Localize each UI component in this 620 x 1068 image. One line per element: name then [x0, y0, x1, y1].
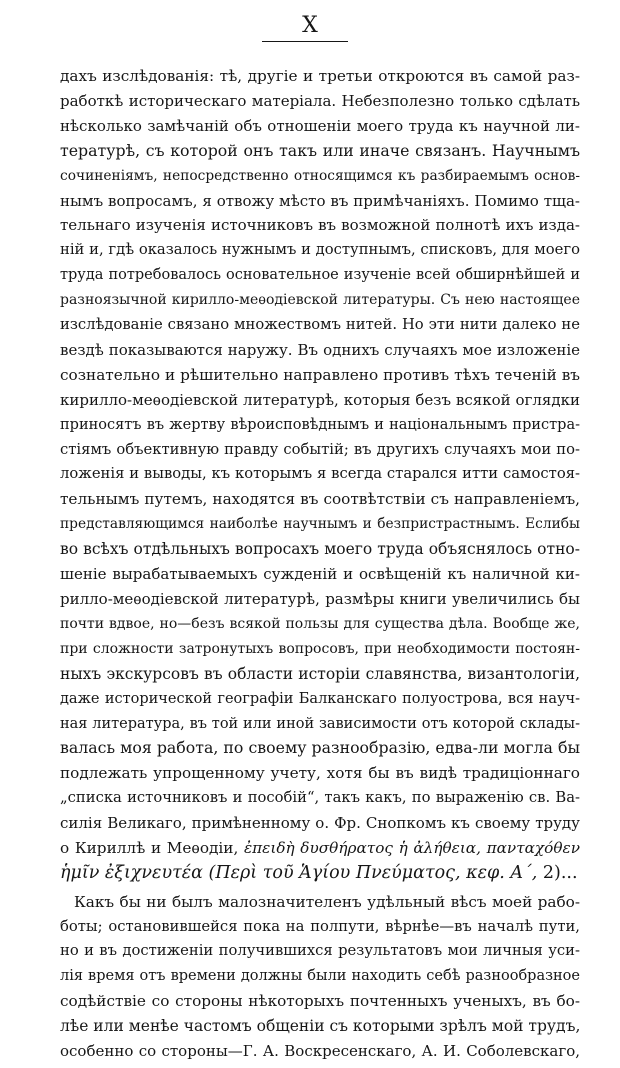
text-line: вездѣ показываются наружу. Въ однихъ случаяхъ мое изложеніе [60, 340, 580, 359]
text-line: во всѣхъ отдѣльныхъ вопросахъ моего труда объяснялось отно- [60, 540, 580, 559]
cyrillic-text: о Кириллѣ и Меѳодіи, [60, 839, 244, 858]
text-line: тельнаго изученія источниковъ въ возможной полнотѣ ихъ изда- [60, 216, 580, 235]
paragraph-start-line: Какъ бы ни былъ малозначителенъ удѣльный вѣсъ моей рабо- [74, 892, 580, 911]
text-line: ная литература, въ той или иной зависимости отъ которой склады- [60, 715, 580, 732]
text-line: кирилло-меѳодіевской литературѣ, которыя безъ всякой оглядки [60, 390, 580, 409]
citation-reference: 2)... [537, 862, 578, 883]
text-line: дахъ изслѣдованія: тѣ, другіе и третьи откроются въ самой раз- [60, 67, 580, 85]
text-line: ложенія и выводы, къ которымъ я всегда старался итти самостоя- [60, 465, 580, 483]
text-line: работкѣ историческаго матеріала. Небезполезно только сдѣлать [60, 91, 580, 110]
text-line: почти вдвое, но—безъ всякой пользы для существа дѣла. Вообще же, [60, 615, 580, 632]
text-line: рилло-меѳодіевской литературѣ, размѣры книги увеличились бы [60, 589, 580, 608]
text-line: при сложности затронутыхъ вопросовъ, при необходимости постоян- [60, 640, 580, 657]
text-line: труда потребовалось основательное изученіе всей обширнѣйшей и [60, 267, 580, 284]
greek-quotation: ἐπειδὴ δυσθήρατος ἡ ἀλήθεια, πανταχόθεν [243, 839, 580, 858]
text-line: представляющимся наиболѣе научнымъ и безпристрастнымъ. Еслибы [60, 516, 580, 533]
text-line: боты; остановившейся пока на полпути, вѣрнѣе—въ началѣ пути, [60, 917, 580, 935]
text-line: тельнымъ путемъ, находятся въ соотвѣтствіи съ направленіемъ, [60, 490, 580, 509]
text-line: изслѣдованіе связано множествомъ нитей. Но эти нити далеко не [60, 316, 580, 334]
text-line: „списка источниковъ и пособій“, такъ какъ, по выраженію св. Ва- [60, 789, 580, 807]
text-line: особенно со стороны—Г. А. Воскресенскаго, А. И. Соболевскаго, [60, 1042, 580, 1061]
text-line: сознательно и рѣшительно направлено противъ тѣхъ теченій въ [60, 365, 580, 384]
text-line: ній и, гдѣ оказалось нужнымъ и доступнымъ, списковъ, для моего [60, 241, 580, 259]
text-line-greek-quote [60, 861, 580, 886]
header-rule [262, 41, 348, 42]
text-line: содѣйствіе со стороны нѣкоторыхъ почтенныхъ ученыхъ, въ бо- [60, 992, 580, 1011]
text-line: ныхъ экскурсовъ въ области исторіи славянства, византологіи, [60, 664, 580, 683]
text-line: разноязычной кирилло-меѳодіевской литературы. Съ нею настоящее [60, 292, 580, 309]
text-line: но и въ достиженіи получившихся результатовъ мои личныя уси- [60, 942, 580, 960]
text-line: стіямъ объективную правду событій; въ другихъ случаяхъ мои по- [60, 440, 580, 458]
text-line: лія время отъ времени должны были находить себѣ разнообразное [60, 968, 580, 985]
text-line-greek-quote [60, 836, 580, 861]
text-line: сочиненіямъ, непосредственно относящимся къ разбираемымъ основ- [60, 167, 580, 184]
text-line: приносятъ въ жертву вѣроисповѣднымъ и національнымъ пристра- [60, 416, 580, 433]
text-line: лѣе или менѣе частомъ общеніи съ которыми зрѣлъ мой трудъ, [60, 1017, 580, 1036]
text-line: силія Великаго, примѣненному о. Фр. Снопкомъ къ своему труду [60, 814, 580, 833]
greek-quotation: ἡμῖν ἐξιχνευτέα (Περὶ τοῦ Ἁγίου Πνεύματος, κεφ. Α΄, [60, 862, 538, 883]
text-line: нѣсколько замѣчаній объ отношеніи моего труда къ научной ли- [60, 116, 580, 135]
text-line: тературѣ, съ которой онъ такъ или иначе связанъ. Научнымъ [60, 140, 580, 160]
text-line: подлежать упрощенному учету, хотя бы въ видѣ традиціоннаго [60, 764, 580, 783]
text-line: даже исторической географіи Балканскаго полуострова, вся науч- [60, 690, 580, 707]
text-line: нымъ вопросамъ, я отвожу мѣсто въ примѣчаніяхъ. Помимо тща- [60, 191, 580, 210]
text-line: валась моя работа, по своему разнообразію, едва-ли могла бы [60, 738, 580, 758]
page-number: X [302, 13, 318, 38]
text-line: шеніе вырабатываемыхъ сужденій и освѣщеній къ наличной ки- [60, 565, 580, 584]
